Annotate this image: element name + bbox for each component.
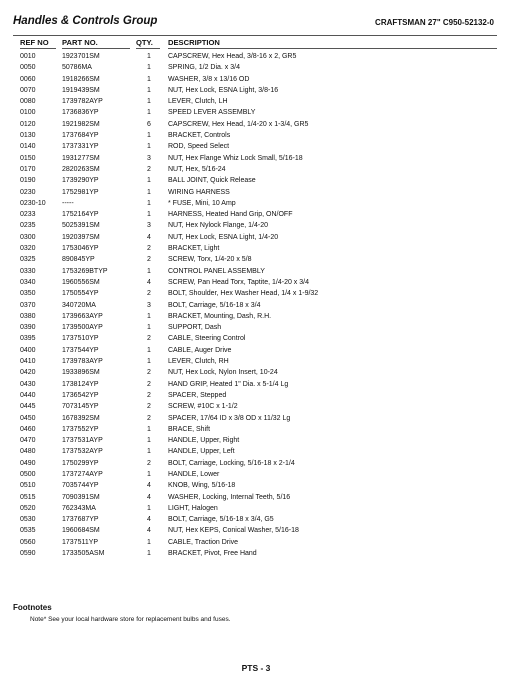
quantity: 1 — [147, 53, 151, 60]
part-number: 1737511YP — [62, 538, 99, 546]
part-number: 1920397SM — [62, 233, 100, 241]
quantity: 2 — [147, 403, 151, 411]
description: BRACE, Shift — [168, 425, 211, 433]
part-number: 1733505ASM — [62, 550, 105, 558]
table-row — [0, 300, 512, 311]
quantity: 2 — [147, 369, 151, 377]
column-underline — [168, 48, 497, 49]
ref-number: 0170 — [20, 165, 36, 173]
description: CABLE, Auger Drive — [168, 346, 232, 354]
description: CONTROL PANEL ASSEMBLY — [168, 267, 265, 275]
ref-number: 0445 — [20, 403, 36, 411]
ref-number: 0325 — [20, 256, 36, 264]
ref-number: 0370 — [20, 301, 36, 309]
part-number: 1737552YP — [62, 425, 99, 433]
part-number: 1737531AYP — [62, 437, 103, 445]
ref-number: 0010 — [20, 53, 36, 60]
column-underline — [62, 48, 130, 49]
table-row — [0, 107, 512, 118]
description: HANDLE, Lower — [168, 470, 220, 478]
part-number: 1753269BTYP — [62, 267, 108, 275]
part-number: 1739782AYP — [62, 98, 103, 106]
page-number: PTS - 3 — [241, 663, 271, 673]
ref-number: 0410 — [20, 358, 36, 366]
ref-number: 0050 — [20, 64, 36, 72]
ref-number: 0510 — [20, 482, 36, 490]
description: BOLT, Carriage, 5/16-18 x 3/4 — [168, 301, 261, 309]
quantity: 1 — [147, 132, 151, 140]
ref-number: 0535 — [20, 527, 36, 535]
description: * FUSE, Mini, 10 Amp — [168, 199, 236, 207]
description: ROD, Speed Select — [168, 143, 230, 151]
description: HAND GRIP, Heated 1" Dia. x 5-1/4 Lg — [168, 380, 289, 388]
ref-number: 0590 — [20, 550, 36, 558]
part-number: 2820263SM — [62, 165, 100, 173]
description: LIGHT, Halogen — [168, 504, 218, 512]
ref-number: 0140 — [20, 143, 36, 151]
model-number: CRAFTSMAN 27" C950-52132-0 — [375, 18, 494, 27]
ref-number: 0430 — [20, 380, 36, 388]
table-row — [0, 435, 512, 446]
ref-number: 0340 — [20, 278, 36, 286]
part-number: 1753046YP — [62, 245, 99, 253]
ref-number: 0233 — [20, 211, 36, 219]
part-number: 1918266SM — [62, 75, 100, 83]
table-row — [0, 311, 512, 322]
description: BOLT, Carriage, Locking, 5/16-18 x 2-1/4 — [168, 459, 295, 467]
quantity: 1 — [147, 312, 151, 320]
part-number: 5025391SM — [62, 222, 100, 230]
quantity: 4 — [147, 516, 151, 524]
quantity: 1 — [147, 98, 151, 106]
description: NUT, Hex Nylock Flange, 1/4-20 — [168, 222, 268, 230]
quantity: 4 — [147, 527, 151, 535]
quantity: 2 — [147, 459, 151, 467]
table-row — [0, 277, 512, 288]
description: BRACKET, Mounting, Dash, R.H. — [168, 312, 272, 320]
quantity: 3 — [147, 154, 151, 162]
quantity: 4 — [147, 493, 151, 501]
description: CABLE, Steering Control — [168, 335, 246, 343]
quantity: 4 — [147, 482, 151, 490]
part-number: 50786MA — [62, 64, 92, 72]
part-number: 1750554YP — [62, 290, 99, 298]
part-number: 7090391SM — [62, 493, 100, 501]
table-row — [0, 413, 512, 424]
part-number: 7073145YP — [62, 403, 99, 411]
ref-number: 0380 — [20, 312, 36, 320]
table-row — [0, 525, 512, 536]
ref-number: 0515 — [20, 493, 36, 501]
table-row — [0, 537, 512, 548]
part-number: 1737274AYP — [62, 470, 103, 478]
part-number: 1736542YP — [62, 391, 99, 399]
quantity: 3 — [147, 301, 151, 309]
ref-number: 0120 — [20, 120, 36, 128]
table-row — [0, 480, 512, 491]
footnotes-title: Footnotes — [13, 603, 52, 612]
page-header — [13, 13, 497, 36]
part-number: 1739290YP — [62, 177, 99, 185]
quantity: 2 — [147, 256, 151, 264]
ref-number: 0230-10 — [20, 199, 46, 207]
ref-number: 0080 — [20, 98, 36, 106]
description: HANDLE, Upper, Left — [168, 448, 235, 456]
part-number: 1738124YP — [62, 380, 99, 388]
quantity: 1 — [147, 211, 151, 219]
table-row — [0, 458, 512, 469]
section-title: Handles & Controls Group — [13, 15, 158, 27]
table-row — [0, 198, 512, 209]
table-row — [0, 322, 512, 333]
ref-number: 0330 — [20, 267, 36, 275]
description: SPRING, 1/2 Dia. x 3/4 — [168, 64, 240, 72]
column-header-part: PART NO. — [62, 38, 98, 47]
ref-number: 0470 — [20, 437, 36, 445]
table-row — [0, 514, 512, 525]
part-number: 1678392SM — [62, 414, 100, 422]
table-row — [0, 153, 512, 164]
part-number: 1739663AYP — [62, 312, 103, 320]
quantity: 1 — [147, 470, 151, 478]
quantity: 2 — [147, 290, 151, 298]
table-row — [0, 164, 512, 175]
description: CAPSCREW, Hex Head, 1/4-20 x 1-3/4, GR5 — [168, 120, 309, 128]
table-row — [0, 446, 512, 457]
column-header-qty: QTY. — [136, 38, 153, 47]
part-number: 1923701SM — [62, 53, 100, 60]
description: HANDLE, Upper, Right — [168, 437, 240, 445]
quantity: 4 — [147, 233, 151, 241]
quantity: 2 — [147, 391, 151, 399]
ref-number: 0070 — [20, 86, 36, 94]
footnote-text: Note* See your local hardware store for replacement bulbs and fuses. — [30, 616, 231, 623]
ref-number: 0300 — [20, 233, 36, 241]
table-row — [0, 243, 512, 254]
quantity: 1 — [147, 324, 151, 332]
part-number: 1752164YP — [62, 211, 99, 219]
ref-number: 0235 — [20, 222, 36, 230]
ref-number: 0420 — [20, 369, 36, 377]
description: NUT, Hex Flange Whiz Lock Small, 5/16-18 — [168, 154, 303, 162]
table-row — [0, 232, 512, 243]
ref-number: 0350 — [20, 290, 36, 298]
part-number: 1933896SM — [62, 369, 100, 377]
column-underline — [20, 48, 56, 49]
description: SPACER, Stepped — [168, 391, 227, 399]
description: KNOB, Wing, 5/16-18 — [168, 482, 236, 490]
ref-number: 0440 — [20, 391, 36, 399]
quantity: 2 — [147, 165, 151, 173]
table-row — [0, 266, 512, 277]
quantity: 1 — [147, 550, 151, 558]
description: BRACKET, Light — [168, 245, 220, 253]
ref-number: 0320 — [20, 245, 36, 253]
ref-number: 0150 — [20, 154, 36, 162]
quantity: 1 — [147, 177, 151, 185]
description: NUT, Hex Lock, ESNA Light, 1/4-20 — [168, 233, 279, 241]
table-row — [0, 187, 512, 198]
table-row — [0, 379, 512, 390]
ref-number: 0395 — [20, 335, 36, 343]
part-number: 762343MA — [62, 504, 96, 512]
part-number: 1737684YP — [62, 132, 99, 140]
table-row — [0, 62, 512, 73]
description: CABLE, Traction Drive — [168, 538, 239, 546]
quantity: 2 — [147, 414, 151, 422]
table-row — [0, 220, 512, 231]
description: BRACKET, Pivot, Free Hand — [168, 550, 257, 558]
table-row — [0, 401, 512, 412]
part-number: 1737687YP — [62, 516, 99, 524]
ref-number: 0100 — [20, 109, 36, 117]
table-row — [0, 492, 512, 503]
part-number: 890845YP — [62, 256, 95, 264]
ref-number: 0230 — [20, 188, 36, 196]
table-row — [0, 390, 512, 401]
quantity: 1 — [147, 346, 151, 354]
table-row — [0, 254, 512, 265]
quantity: 4 — [147, 278, 151, 286]
table-row — [0, 333, 512, 344]
quantity: 1 — [147, 504, 151, 512]
ref-number: 0390 — [20, 324, 36, 332]
ref-number: 0450 — [20, 414, 36, 422]
quantity: 1 — [147, 267, 151, 275]
quantity: 1 — [147, 425, 151, 433]
table-row — [0, 51, 512, 62]
description: HARNESS, Heated Hand Grip, ON/OFF — [168, 211, 293, 219]
part-number: 1750299YP — [62, 459, 99, 467]
table-row — [0, 141, 512, 152]
part-number: 1739500AYP — [62, 324, 103, 332]
description: WASHER, Locking, Internal Teeth, 5/16 — [168, 493, 291, 501]
quantity: 1 — [147, 109, 151, 117]
table-row — [0, 85, 512, 96]
ref-number: 0520 — [20, 504, 36, 512]
ref-number: 0190 — [20, 177, 36, 185]
part-number: 340720MA — [62, 301, 96, 309]
description: BRACKET, Controls — [168, 132, 231, 140]
part-number: 1960556SM — [62, 278, 100, 286]
description: NUT, Hex, 5/16-24 — [168, 165, 226, 173]
quantity: 1 — [147, 188, 151, 196]
ref-number: 0130 — [20, 132, 36, 140]
description: SUPPORT, Dash — [168, 324, 222, 332]
part-number: 1736836YP — [62, 109, 99, 117]
table-row — [0, 367, 512, 378]
quantity: 2 — [147, 245, 151, 253]
ref-number: 0400 — [20, 346, 36, 354]
column-underline — [136, 48, 160, 49]
part-number: 1921982SM — [62, 120, 100, 128]
quantity: 1 — [147, 358, 151, 366]
part-number: 1737331YP — [62, 143, 99, 151]
part-number: 1737510YP — [62, 335, 99, 343]
quantity: 1 — [147, 64, 151, 72]
description: WIRING HARNESS — [168, 188, 230, 196]
description: SCREW, #10C x 1-1/2 — [168, 403, 238, 411]
part-number: ----- — [62, 199, 74, 207]
description: NUT, Hex Lock, ESNA Light, 3/8-16 — [168, 86, 279, 94]
column-header-description: DESCRIPTION — [168, 38, 220, 47]
description: NUT, Hex KEPS, Conical Washer, 5/16-18 — [168, 527, 299, 535]
quantity: 6 — [147, 120, 151, 128]
quantity: 2 — [147, 335, 151, 343]
part-number: 1931277SM — [62, 154, 100, 162]
quantity: 1 — [147, 143, 151, 151]
table-row — [0, 119, 512, 130]
part-number: 1960684SM — [62, 527, 100, 535]
table-row — [0, 503, 512, 514]
table-row — [0, 356, 512, 367]
description: SCREW, Pan Head Torx, Taptite, 1/4-20 x 3/4 — [168, 278, 309, 286]
description: BALL JOINT, Quick Release — [168, 177, 256, 185]
table-row — [0, 345, 512, 356]
description: NUT, Hex Lock, Nylon Insert, 10-24 — [168, 369, 278, 377]
quantity: 2 — [147, 380, 151, 388]
table-row — [0, 288, 512, 299]
ref-number: 0460 — [20, 425, 36, 433]
ref-number: 0060 — [20, 75, 36, 83]
ref-number: 0490 — [20, 459, 36, 467]
description: LEVER, Clutch, RH — [168, 358, 229, 366]
description: CAPSCREW, Hex Head, 3/8-16 x 2, GR5 — [168, 53, 297, 60]
column-header-ref: REF NO — [20, 38, 49, 47]
ref-number: 0530 — [20, 516, 36, 524]
part-number: 1739783AYP — [62, 358, 103, 366]
description: BOLT, Shoulder, Hex Washer Head, 1/4 x 1-9/32 — [168, 290, 319, 298]
quantity: 1 — [147, 437, 151, 445]
quantity: 1 — [147, 75, 151, 83]
part-number: 7035744YP — [62, 482, 99, 490]
table-row — [0, 130, 512, 141]
quantity: 1 — [147, 448, 151, 456]
description: SPACER, 17/64 ID x 3/8 OD x 11/32 Lg — [168, 414, 291, 422]
part-number: 1919439SM — [62, 86, 100, 94]
ref-number: 0500 — [20, 470, 36, 478]
table-row — [0, 469, 512, 480]
table-row — [0, 74, 512, 85]
quantity: 1 — [147, 199, 151, 207]
table-row — [0, 548, 512, 559]
part-number: 1737532AYP — [62, 448, 103, 456]
table-row — [0, 209, 512, 220]
part-number: 1752981YP — [62, 188, 99, 196]
ref-number: 0560 — [20, 538, 36, 546]
description: SPEED LEVER ASSEMBLY — [168, 109, 256, 117]
table-row — [0, 96, 512, 107]
description: LEVER, Clutch, LH — [168, 98, 228, 106]
part-number: 1737544YP — [62, 346, 99, 354]
table-row — [0, 424, 512, 435]
description: SCREW, Torx, 1/4-20 x 5/8 — [168, 256, 252, 264]
ref-number: 0480 — [20, 448, 36, 456]
description: WASHER, 3/8 x 13/16 OD — [168, 75, 250, 83]
parts-table — [0, 51, 512, 559]
quantity: 1 — [147, 86, 151, 94]
quantity: 1 — [147, 538, 151, 546]
table-row — [0, 175, 512, 186]
quantity: 3 — [147, 222, 151, 230]
description: BOLT, Carriage, 5/16-18 x 3/4, G5 — [168, 516, 274, 524]
